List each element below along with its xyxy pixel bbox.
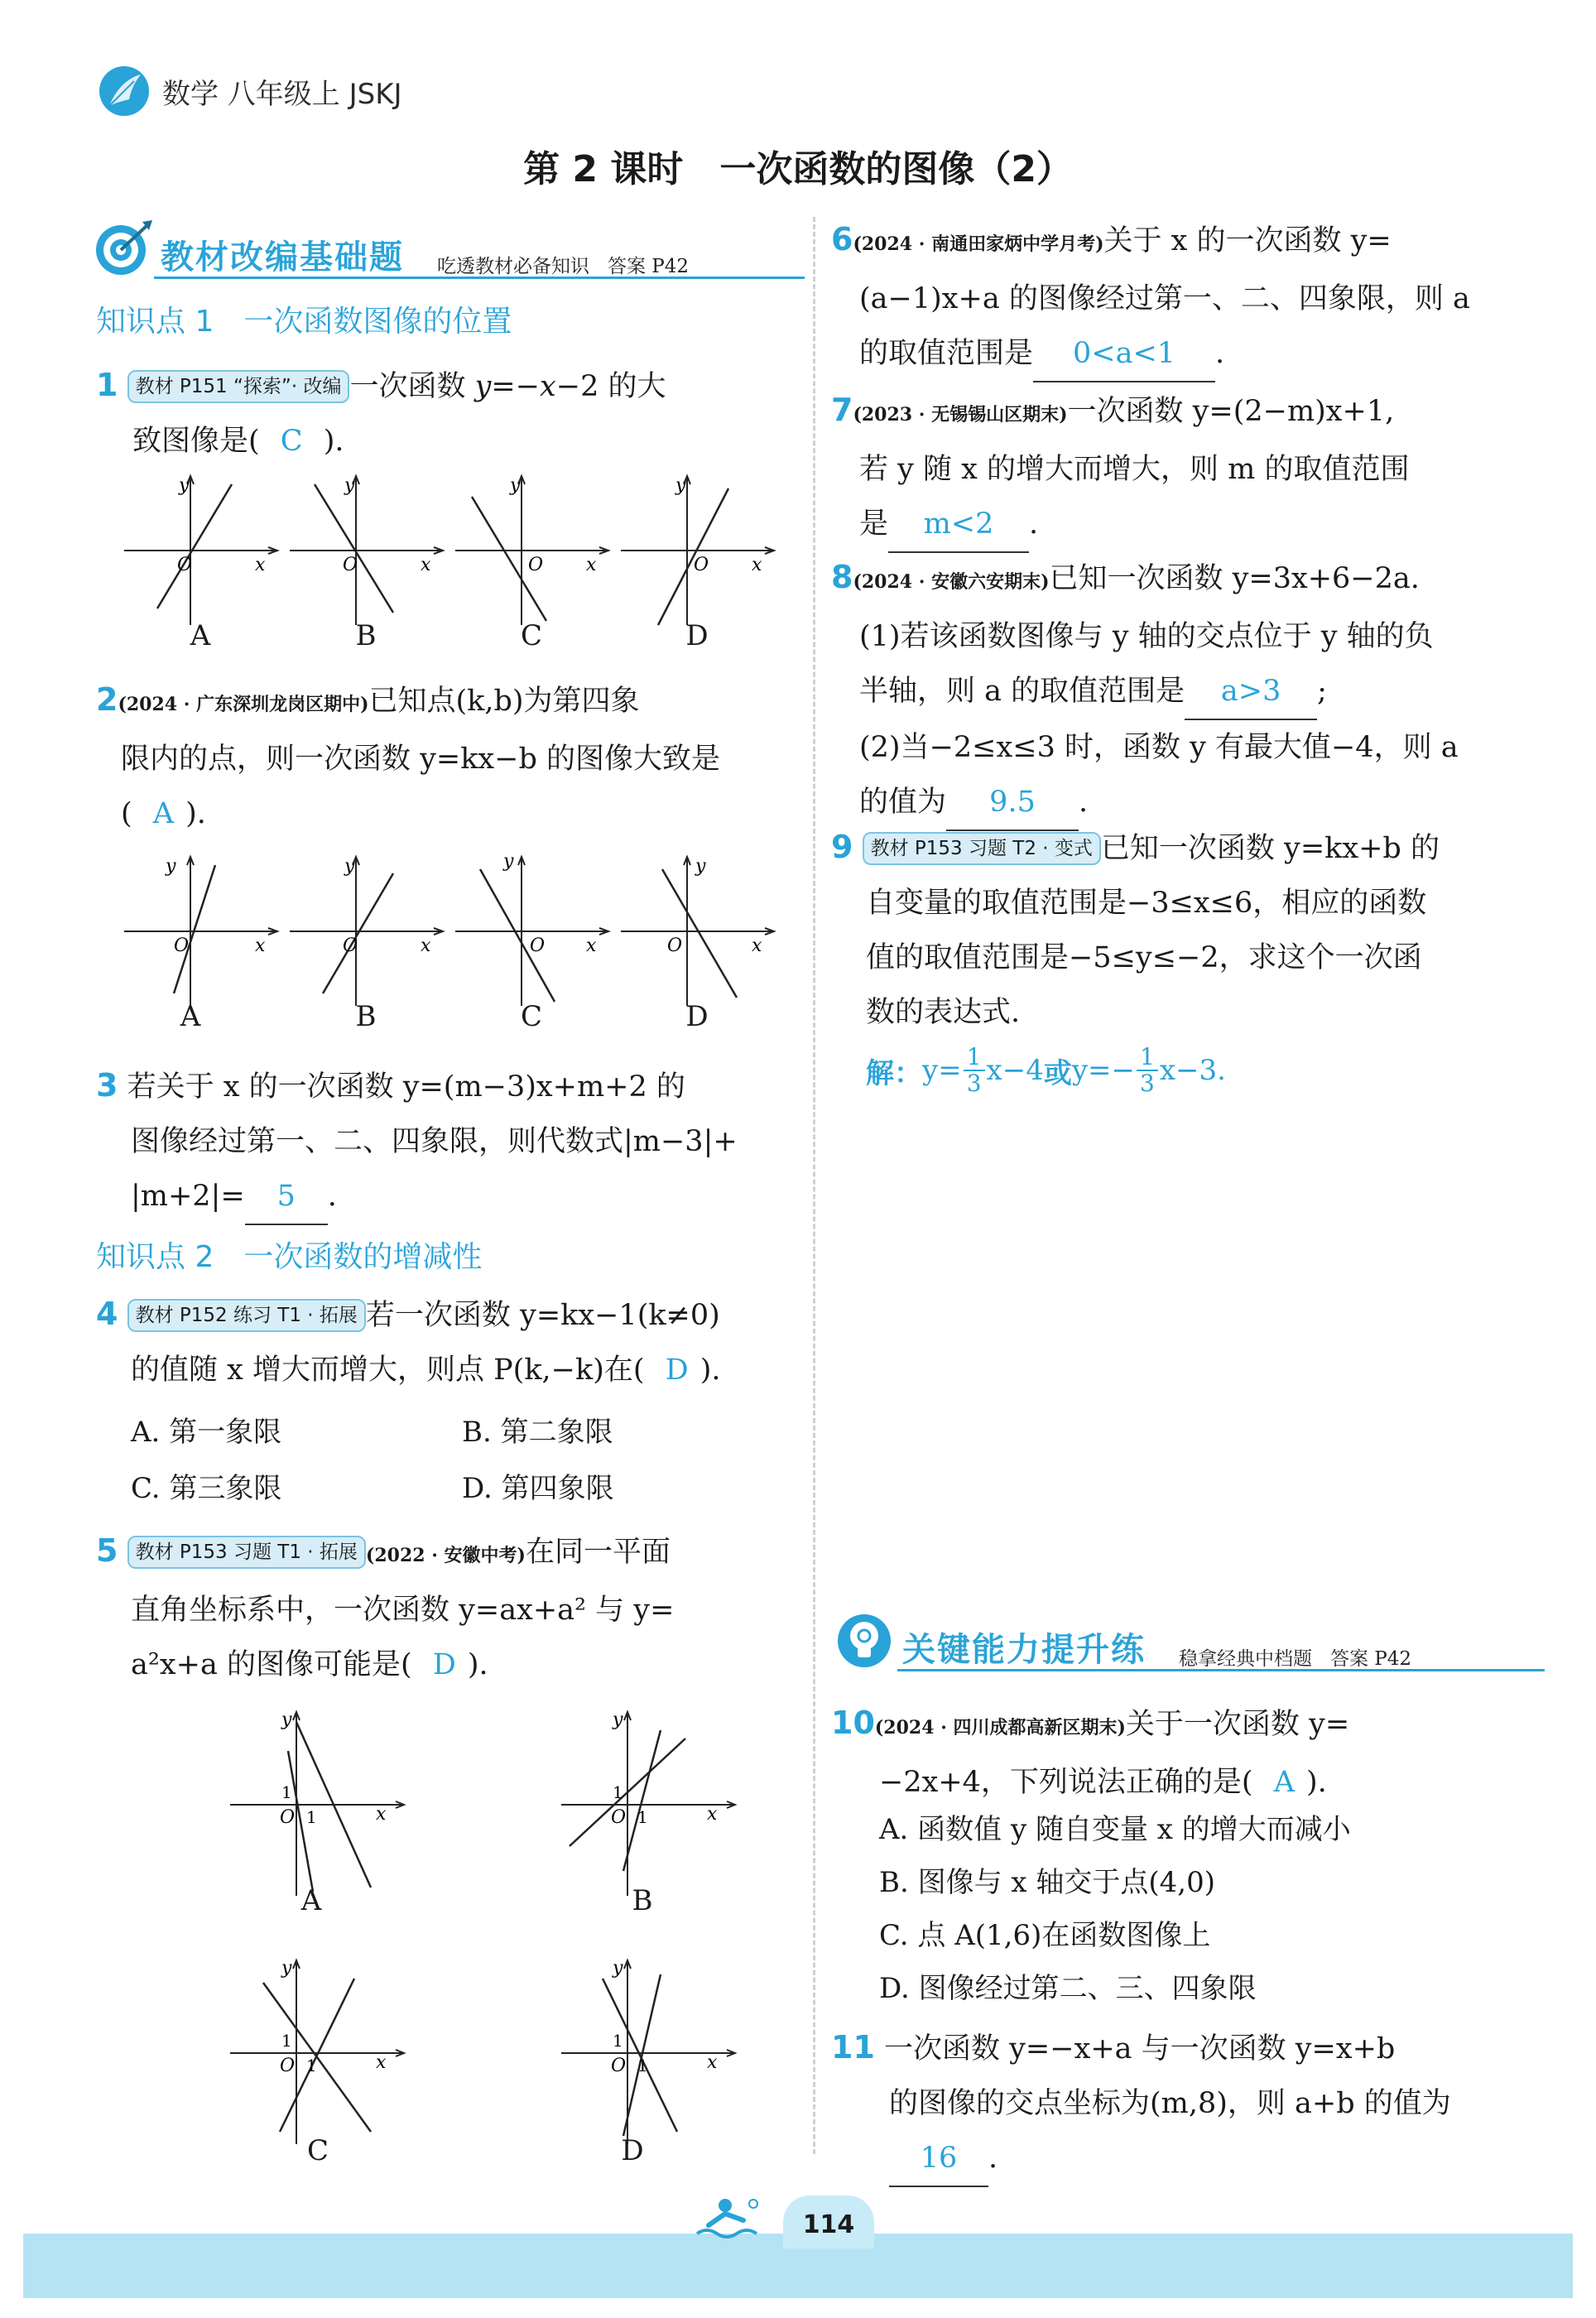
question-text: 是: [859, 507, 889, 541]
svg-text:O: O: [528, 555, 544, 575]
svg-text:1: 1: [281, 2031, 292, 2051]
question-text: 已知点(k,b)为第四象: [368, 685, 640, 718]
solution-label: 解：: [866, 1056, 922, 1090]
question-text: |m+2|=: [131, 1180, 245, 1213]
question-text: 已知一次函数 y=kx+b 的: [1100, 832, 1440, 865]
graph-label: D: [685, 619, 709, 652]
graph-q1-b: [281, 468, 447, 633]
option-a: A. 第一象限: [131, 1416, 282, 1449]
section-subtitle: 稳拿经典中档题: [1179, 1648, 1312, 1670]
section-name: 教材改编基础题: [161, 238, 404, 277]
graph-label: B: [632, 1884, 653, 1917]
section-banner-basic: [93, 217, 805, 278]
svg-text:x: x: [376, 2052, 387, 2073]
graph-q2-b: [281, 849, 447, 1014]
graph-q5-a: [214, 1705, 412, 1904]
question-text: 一次函数 y=(2−m)x+1,: [1067, 395, 1395, 428]
question-text: 的图像的交点坐标为(m,8)，则 a+b 的值为: [889, 2087, 1451, 2120]
lightbulb-icon: [834, 1609, 896, 1671]
graph-q5-d: [545, 1954, 743, 2152]
question-3: [96, 1058, 806, 1225]
question-text: ).: [699, 1354, 721, 1387]
graph-q5-c: [214, 1954, 412, 2152]
question-text: 的取值范围是: [859, 337, 1034, 370]
svg-text:O: O: [611, 2056, 627, 2076]
source-tag: (2023 · 无锡锡山区期末): [853, 404, 1068, 426]
svg-text:x: x: [255, 555, 266, 575]
svg-text:O: O: [177, 555, 193, 575]
source-tag: (2024 · 四川成都高新区期末): [874, 1717, 1126, 1738]
question-number: 6: [831, 221, 853, 257]
svg-text:1: 1: [637, 2056, 648, 2075]
section-name: 关键能力提升练: [902, 1631, 1146, 1669]
option-b: B. 图像与 x 轴交于点(4,0): [879, 1866, 1215, 1899]
knowledge-point-1: 知识点 1 一次函数图像的位置: [96, 305, 512, 339]
textbook-tag: 教材 P151 “探索”· 改编: [127, 370, 350, 403]
question-number: 4: [96, 1296, 118, 1332]
svg-text:O: O: [280, 2056, 296, 2076]
svg-text:y: y: [344, 856, 355, 877]
question-8: [831, 550, 1560, 831]
question-text: −2x+4，下列说法正确的是(: [879, 1766, 1253, 1799]
fraction-denominator: 3: [1140, 1070, 1155, 1097]
svg-text:y: y: [281, 1958, 292, 1979]
question-number: 10: [831, 1705, 875, 1741]
svg-text:x: x: [586, 935, 597, 956]
option-b: B. 第二象限: [462, 1416, 613, 1449]
question-text: a²x+a 的图像可能是(: [131, 1648, 412, 1681]
question-9: [831, 820, 1560, 1040]
fraction-denominator: 3: [966, 1070, 982, 1097]
q9-solution: [866, 1045, 1226, 1096]
graph-label: A: [190, 619, 211, 652]
question-text: 值的取值范围是−5≤y≤−2，求这个一次函: [866, 941, 1422, 974]
svg-text:x: x: [707, 2052, 718, 2073]
question-text: 关于一次函数 y=: [1125, 1708, 1350, 1741]
answer-blank: m<2: [888, 497, 1029, 553]
question-number: 11: [831, 2029, 875, 2066]
svg-text:y: y: [613, 1958, 623, 1979]
swimmer-icon: [692, 2192, 775, 2242]
question-number: 5: [96, 1532, 118, 1569]
answer: D: [665, 1354, 689, 1387]
graph-label: C: [520, 1000, 542, 1033]
answer-reference: 答案 P42: [1330, 1648, 1412, 1670]
question-number: 8: [831, 559, 853, 595]
question-number: 7: [831, 392, 853, 428]
svg-text:O: O: [280, 1807, 296, 1828]
svg-text:1: 1: [306, 1807, 317, 1827]
fraction: [964, 1045, 985, 1096]
question-text: 已知一次函数 y=3x+6−2a.: [1049, 562, 1420, 595]
question-number: 9: [831, 829, 853, 865]
solution-text: y=−: [1071, 1054, 1136, 1087]
answer: A: [1273, 1766, 1296, 1799]
option-c: C. 第三象限: [131, 1472, 282, 1505]
svg-text:O: O: [611, 1807, 627, 1828]
option-c: C. 点 A(1,6)在函数图像上: [879, 1919, 1211, 1952]
question-text: ).: [185, 797, 206, 830]
graph-label: B: [355, 619, 377, 652]
page-title: 第 2 课时 一次函数的图像（2）: [523, 148, 1073, 190]
answer-reference: 答案 P42: [608, 256, 690, 277]
svg-text:y: y: [675, 475, 686, 496]
question-text: ).: [1306, 1766, 1327, 1799]
question-11: [831, 2020, 1560, 2187]
question-text: .: [1079, 786, 1089, 819]
question-text: 在同一平面: [525, 1536, 671, 1569]
svg-text:y: y: [613, 1710, 623, 1730]
graph-label: A: [180, 1000, 201, 1033]
textbook-tag: 教材 P153 习题 T1 · 拓展: [127, 1536, 366, 1569]
solution-text: y=: [922, 1054, 962, 1087]
page-number: 114: [783, 2195, 874, 2248]
graph-q5-b: [545, 1705, 743, 1904]
question-number: 2: [96, 681, 118, 718]
fraction-numerator: 1: [1137, 1045, 1158, 1071]
svg-text:y: y: [503, 851, 514, 872]
svg-text:O: O: [667, 935, 683, 956]
question-text: ;: [1317, 675, 1327, 708]
question-number: 3: [96, 1067, 118, 1104]
svg-text:x: x: [421, 555, 431, 575]
svg-text:x: x: [421, 935, 431, 956]
svg-text:x: x: [707, 1804, 718, 1825]
question-text: (1)若该函数图像与 y 轴的交点位于 y 轴的负: [859, 620, 1434, 653]
svg-text:1: 1: [613, 1782, 623, 1802]
svg-text:O: O: [343, 935, 358, 956]
question-text: 的值为: [859, 786, 947, 819]
svg-text:y: y: [281, 1710, 292, 1730]
answer-blank: 16: [889, 2131, 988, 2187]
solution-or: 或: [1043, 1056, 1072, 1090]
solution-text: x−3.: [1159, 1054, 1226, 1087]
solution-text: x−4: [986, 1054, 1044, 1087]
graph-q2-a: [116, 849, 281, 1014]
question-number: 1: [96, 367, 118, 403]
graph-label: C: [520, 619, 542, 652]
svg-text:O: O: [694, 555, 709, 575]
question-text: 半轴，则 a 的取值范围是: [859, 675, 1185, 708]
source-tag: (2022 · 安徽中考): [365, 1545, 526, 1566]
question-text: 若 y 随 x 的增大而增大，则 m 的取值范围: [859, 453, 1410, 486]
question-text: 的大: [608, 370, 666, 403]
section-underline: [154, 277, 805, 279]
question-text: ).: [467, 1648, 488, 1681]
book-title: 数学 八年级上 JSKJ: [162, 77, 402, 111]
svg-text:x: x: [255, 935, 266, 956]
source-tag: (2024 · 安徽六安期末): [853, 571, 1050, 593]
question-1: 1 教材 P151 “探索”· 改编 一次函数 y=−x−2 的大 致图像是( C ).: [96, 367, 666, 458]
question-text: 的值随 x 增大而增大，则点 P(k,−k)在(: [131, 1354, 645, 1387]
question-text: 一次函数: [349, 370, 475, 403]
question-text: ).: [323, 425, 344, 458]
question-7: [831, 382, 1560, 553]
question-text: .: [327, 1180, 337, 1213]
answer-blank: 0<a<1: [1033, 326, 1215, 382]
column-divider: [813, 217, 815, 2154]
question-4: [96, 1286, 806, 1397]
question-text: 限内的点，则一次函数 y=kx−b 的图像大致是: [121, 743, 721, 776]
svg-text:1: 1: [613, 2031, 623, 2051]
svg-text:x: x: [586, 555, 597, 575]
question-text: 直角坐标系中，一次函数 y=ax+a² 与 y=: [131, 1594, 675, 1627]
question-text: .: [988, 2142, 998, 2175]
knowledge-point-2: 知识点 2 一次函数的增减性: [96, 1240, 483, 1274]
fraction-numerator: 1: [964, 1045, 985, 1071]
svg-text:O: O: [174, 935, 190, 956]
question-text: 一次函数 y=−x+a 与一次函数 y=x+b: [884, 2032, 1396, 2066]
question-text: 图像经过第一、二、四象限，则代数式|m−3|+: [131, 1125, 738, 1158]
graph-label: D: [621, 2134, 644, 2167]
svg-text:x: x: [752, 935, 762, 956]
svg-text:O: O: [530, 935, 546, 956]
graph-label: C: [306, 2134, 329, 2167]
question-text: (2)当−2≤x≤3 时，函数 y 有最大值−4，则 a: [859, 731, 1459, 764]
fraction: [1137, 1045, 1158, 1096]
question-text: 致图像是(: [132, 425, 260, 458]
option-a: A. 函数值 y 随自变量 x 的增大而减小: [879, 1813, 1351, 1846]
question-text: .: [1029, 507, 1039, 541]
question-text: (: [121, 797, 132, 830]
graph-label: D: [685, 1000, 709, 1033]
svg-text:x: x: [376, 1804, 387, 1825]
question-text: 关于 x 的一次函数 y=: [1103, 224, 1392, 257]
svg-text:y: y: [510, 475, 521, 496]
question-6: [831, 212, 1560, 382]
answer-blank: a>3: [1185, 664, 1317, 720]
question-text: 若关于 x 的一次函数 y=(m−3)x+m+2 的: [127, 1070, 685, 1104]
section-banner-advanced: [834, 1609, 1563, 1671]
question-text: 若一次函数 y=kx−1(k≠0): [365, 1299, 720, 1332]
answer: A: [152, 797, 175, 830]
question-5: [96, 1523, 806, 1692]
svg-text:y: y: [695, 856, 706, 877]
graph-q2-c: [447, 849, 613, 1014]
graph-q1-a: [116, 468, 281, 633]
answer: D: [432, 1648, 456, 1681]
svg-text:y: y: [179, 475, 190, 496]
svg-text:y: y: [166, 856, 176, 877]
textbook-tag: 教材 P152 练习 T1 · 拓展: [127, 1299, 366, 1332]
graph-q1-c: [447, 468, 613, 633]
svg-text:y: y: [344, 475, 355, 496]
section-subtitle: 吃透教材必备知识: [437, 256, 589, 277]
answer-blank: 9.5: [946, 775, 1079, 831]
option-d: D. 图像经过第二、三、四象限: [879, 1972, 1257, 2005]
question-text: (a−1)x+a 的图像经过第一、二、四象限，则 a: [859, 282, 1470, 315]
svg-text:1: 1: [281, 1782, 292, 1802]
graph-label: A: [300, 1884, 322, 1917]
answer-blank: 5: [245, 1169, 328, 1225]
graph-label: B: [355, 1000, 377, 1033]
textbook-tag: 教材 P153 习题 T2 · 变式: [863, 832, 1101, 865]
target-icon: [93, 217, 154, 278]
svg-text:O: O: [343, 555, 358, 575]
graph-q2-d: [613, 849, 778, 1014]
book-header: [98, 65, 402, 118]
question-text: 自变量的取值范围是−3≤x≤6，相应的函数: [866, 887, 1427, 920]
question-text: 数的表达式.: [866, 996, 1021, 1029]
question-10: [831, 1695, 1560, 1810]
source-tag: (2024 · 南通田家炳中学月考): [853, 233, 1104, 255]
question-2: [96, 672, 806, 841]
feather-logo-icon: [98, 65, 151, 118]
svg-text:x: x: [752, 555, 762, 575]
graph-q1-d: [613, 468, 778, 633]
section-underline: [897, 1669, 1545, 1671]
question-text: .: [1215, 337, 1225, 370]
svg-text:1: 1: [306, 2056, 317, 2075]
source-tag: (2024 · 广东深圳龙岗区期中): [118, 694, 369, 715]
svg-text:1: 1: [637, 1807, 648, 1827]
answer: C: [280, 425, 303, 458]
option-d: D. 第四象限: [462, 1472, 614, 1505]
